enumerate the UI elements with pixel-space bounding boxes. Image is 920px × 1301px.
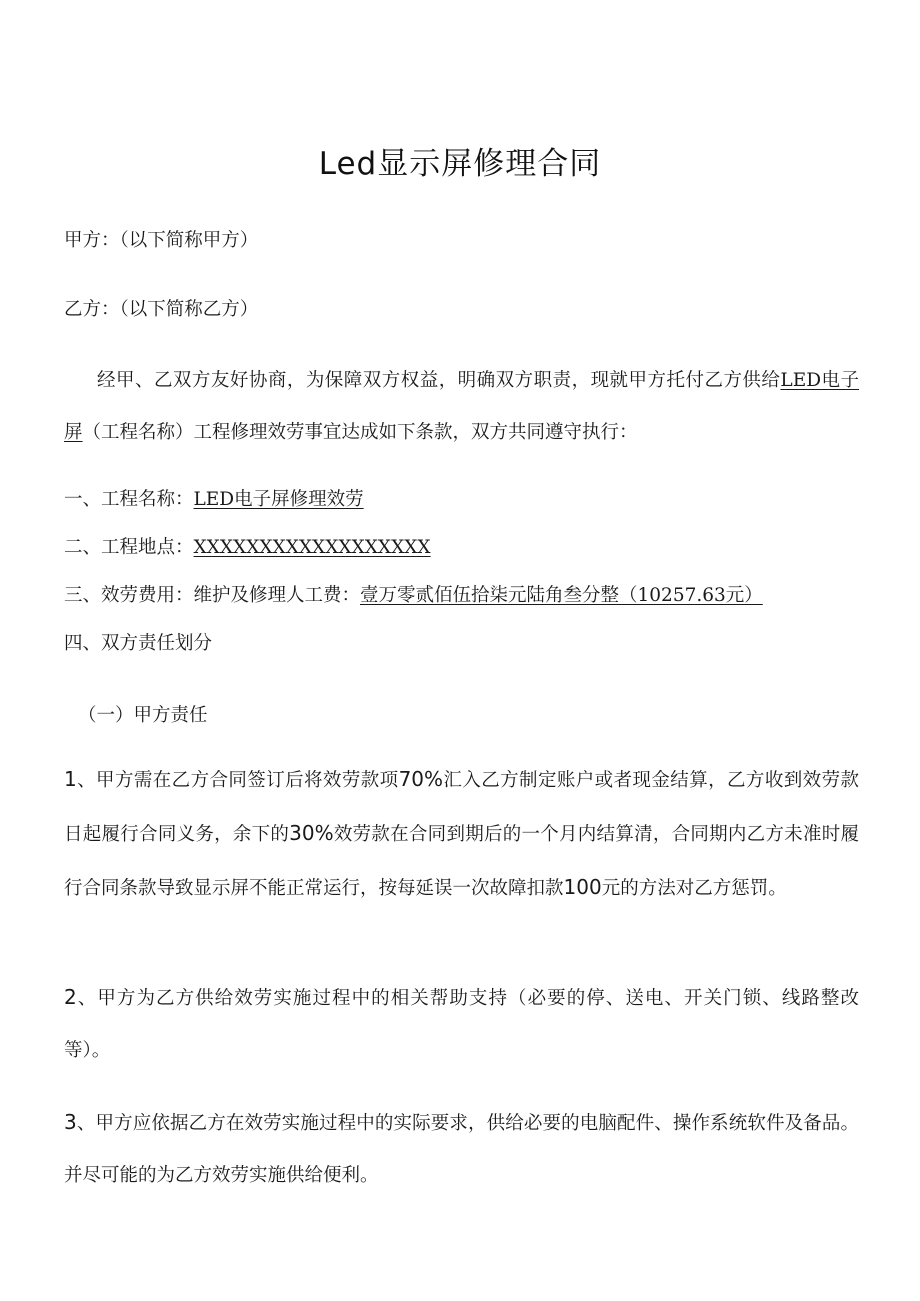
party-b-line: 乙方：（以下简称乙方） [64, 299, 259, 320]
intro-rest: （工程名称）工程修理效劳事宜达成如下条款，双方共同遵守执行： [82, 422, 638, 443]
clause-1-text-part4: 元的方法对乙方惩罚。 [601, 878, 787, 899]
intro-project-name: LED电子屏 [64, 370, 859, 443]
clause-2-number: 2 [64, 985, 77, 1009]
clause-1-text-part3: 效劳款在合同到期后的一个月内结算清，合同期内乙方未准时履行合同条款导致显示屏不能正常运行，按每延误一次故障扣款 [64, 824, 859, 899]
intro-paragraph [64, 355, 859, 459]
item-project-name-value: LED电子屏修理效劳 [193, 489, 364, 510]
document-title: Led显示屏修理合同 [318, 146, 602, 182]
clause-1-percent-70: 70% [398, 767, 444, 791]
clause-2-text: 、甲方为乙方供给效劳实施过程中的相关帮助支持（必要的停、送电、开关门锁、线路整改等）。 [64, 988, 859, 1061]
clause-3-number: 3 [64, 1110, 77, 1134]
clause-3 [64, 1096, 859, 1202]
item-project-location-label: 二、工程地点： [64, 537, 194, 558]
intro-lead: 经甲、乙双方友好协商，为保障双方权益，明确双方职责，现就甲方托付乙方供给 [97, 370, 781, 391]
item-service-fee-value: 壹万零贰佰伍拾柒元陆角叁分整（10257.63元） [360, 585, 763, 606]
item-project-location [64, 535, 431, 561]
clause-2 [64, 971, 859, 1077]
item-project-name [64, 487, 364, 513]
clause-1 [64, 753, 859, 915]
clause-1-text-part1: 、甲方需在乙方合同签订后将效劳款项 [76, 770, 399, 791]
item-responsibility-division: 四、双方责任划分 [64, 633, 213, 654]
clause-1-penalty-amount: 100 [563, 875, 602, 899]
item-project-location-value: XXXXXXXXXXXXXXXXXX [193, 537, 431, 558]
item-service-fee-label: 三、效劳费用：维护及修理人工费： [64, 585, 361, 606]
party-a-line: 甲方：（以下简称甲方） [64, 230, 259, 251]
clause-3-text: 、甲方应依据乙方在效劳实施过程中的实际要求，供给必要的电脑配件、操作系统软件及备品。并尽可能的为乙方效劳实施供给便利。 [64, 1113, 859, 1186]
clause-1-percent-30: 30% [289, 821, 334, 845]
item-project-name-label: 一、工程名称： [64, 489, 194, 510]
clause-1-text-part2: 汇入乙方制定账户或者现金结算，乙方收到效劳款日起履行合同义务，余下的 [64, 770, 859, 845]
item-service-fee [64, 583, 763, 609]
clause-1-number: 1 [64, 767, 77, 791]
section-party-a-heading: （一）甲方责任 [78, 705, 208, 726]
